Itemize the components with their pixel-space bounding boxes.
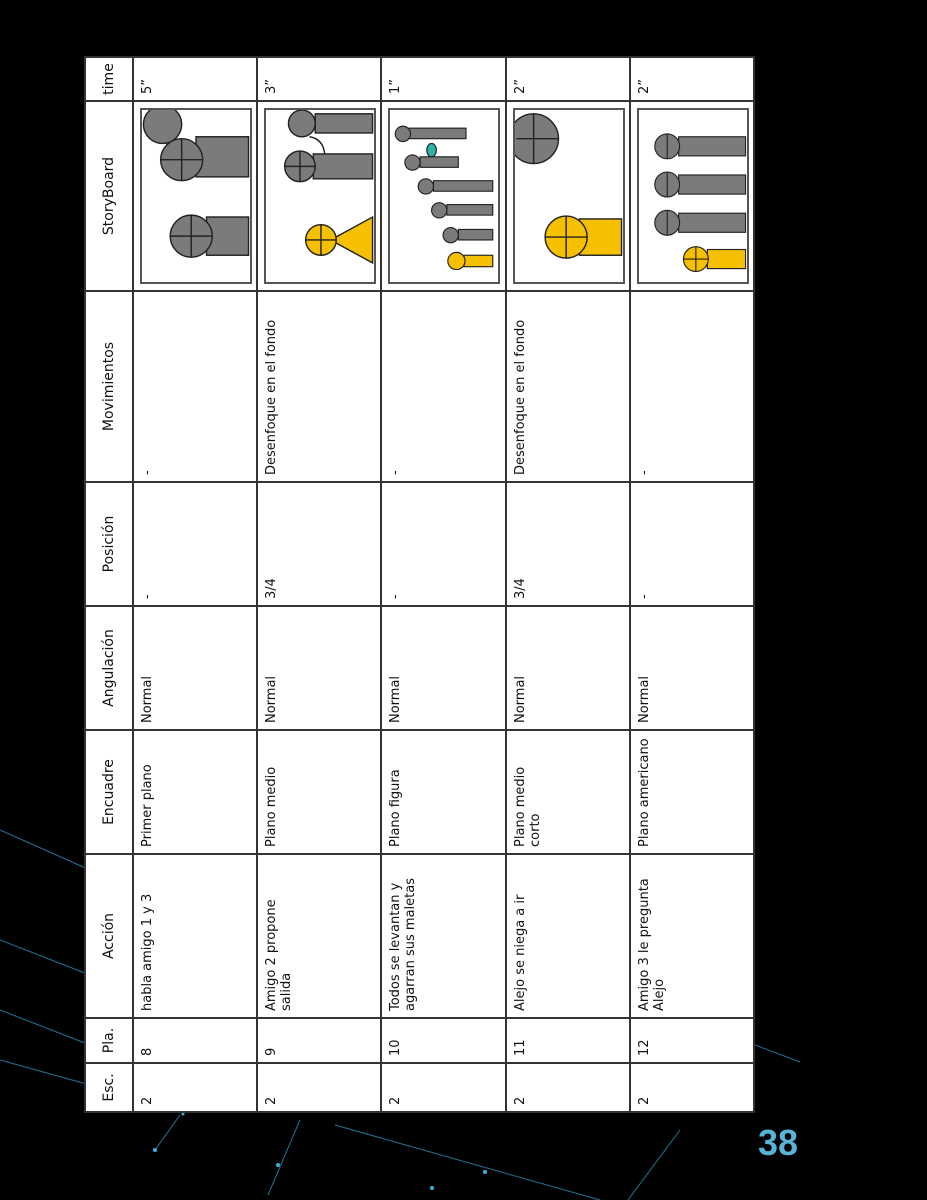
- cell-esc: 2: [630, 1063, 754, 1112]
- header-esc: Esc.: [85, 1063, 133, 1112]
- rotated-table-wrapper: [84, 58, 755, 1113]
- cell-time: 1”: [381, 57, 505, 101]
- cell-accion: Todos se levantan y agarran sus maletas: [381, 854, 505, 1018]
- storyboard-drawing-american: [639, 110, 747, 282]
- storyboard-frame: [140, 108, 252, 284]
- cell-esc: 2: [257, 1063, 381, 1112]
- cell-accion: Amigo 3 le pregunta Alejo: [630, 854, 754, 1018]
- header-storyboard: StoryBoard: [85, 101, 133, 291]
- cell-accion: Alejo se niega a ir: [506, 854, 630, 1018]
- storyboard-drawing-figures: [390, 110, 498, 282]
- cell-posicion: -: [630, 482, 754, 606]
- storyboard-frame: [637, 108, 749, 284]
- table-row: [257, 57, 381, 1112]
- cell-encuadre: Plano medio: [257, 730, 381, 854]
- storyboard-page: [84, 58, 755, 1113]
- storyboard-frame: [388, 108, 500, 284]
- cell-encuadre: Plano americano: [630, 730, 754, 854]
- cell-movimientos: -: [630, 291, 754, 482]
- cell-angulacion: Normal: [630, 606, 754, 730]
- header-accion: Acción: [85, 854, 133, 1018]
- storyboard-drawing-medium-short: [515, 110, 623, 282]
- cell-encuadre: Primer plano: [133, 730, 257, 854]
- cell-movimientos: Desenfoque en el fondo: [506, 291, 630, 482]
- cell-movimientos: -: [133, 291, 257, 482]
- cell-movimientos: -: [381, 291, 505, 482]
- cell-storyboard: [630, 101, 754, 291]
- cell-posicion: 3/4: [257, 482, 381, 606]
- cell-time: 5”: [133, 57, 257, 101]
- cell-posicion: -: [133, 482, 257, 606]
- cell-pla: 10: [381, 1018, 505, 1063]
- header-encuadre: Encuadre: [85, 730, 133, 854]
- cell-movimientos: Desenfoque en el fondo: [257, 291, 381, 482]
- table-row: [133, 57, 257, 1112]
- cell-angulacion: Normal: [133, 606, 257, 730]
- cell-encuadre: Plano medio corto: [506, 730, 630, 854]
- cell-storyboard: [133, 101, 257, 291]
- table-row: [506, 57, 630, 1112]
- cell-time: 2”: [506, 57, 630, 101]
- table-row: [630, 57, 754, 1112]
- cell-esc: 2: [133, 1063, 257, 1112]
- cell-angulacion: Normal: [257, 606, 381, 730]
- cell-angulacion: Normal: [506, 606, 630, 730]
- storyboard-drawing-two-heads: [142, 110, 250, 282]
- cell-accion: Amigo 2 propone salida: [257, 854, 381, 1018]
- cell-esc: 2: [506, 1063, 630, 1112]
- storyboard-frame: [513, 108, 625, 284]
- cell-pla: 12: [630, 1018, 754, 1063]
- cell-esc: 2: [381, 1063, 505, 1112]
- cell-pla: 9: [257, 1018, 381, 1063]
- storyboard-table: [84, 56, 755, 1113]
- cell-pla: 8: [133, 1018, 257, 1063]
- cell-encuadre: Plano figura: [381, 730, 505, 854]
- header-pla: Pla.: [85, 1018, 133, 1063]
- storyboard-frame: [264, 108, 376, 284]
- cell-posicion: -: [381, 482, 505, 606]
- cell-storyboard: [257, 101, 381, 291]
- cell-storyboard: [506, 101, 630, 291]
- cell-posicion: 3/4: [506, 482, 630, 606]
- cell-time: 3”: [257, 57, 381, 101]
- cell-angulacion: Normal: [381, 606, 505, 730]
- cell-pla: 11: [506, 1018, 630, 1063]
- header-posicion: Posición: [85, 482, 133, 606]
- cell-time: 2”: [630, 57, 754, 101]
- header-angulacion: Angulación: [85, 606, 133, 730]
- storyboard-drawing-medium: [266, 110, 374, 282]
- table-row: [381, 57, 505, 1112]
- header-time: time: [85, 57, 133, 101]
- page-number: 38: [758, 1122, 799, 1163]
- cell-accion: habla amigo 1 y 3: [133, 854, 257, 1018]
- header-row: [85, 57, 133, 1112]
- header-movimientos: Movimientos: [85, 291, 133, 482]
- cell-storyboard: [381, 101, 505, 291]
